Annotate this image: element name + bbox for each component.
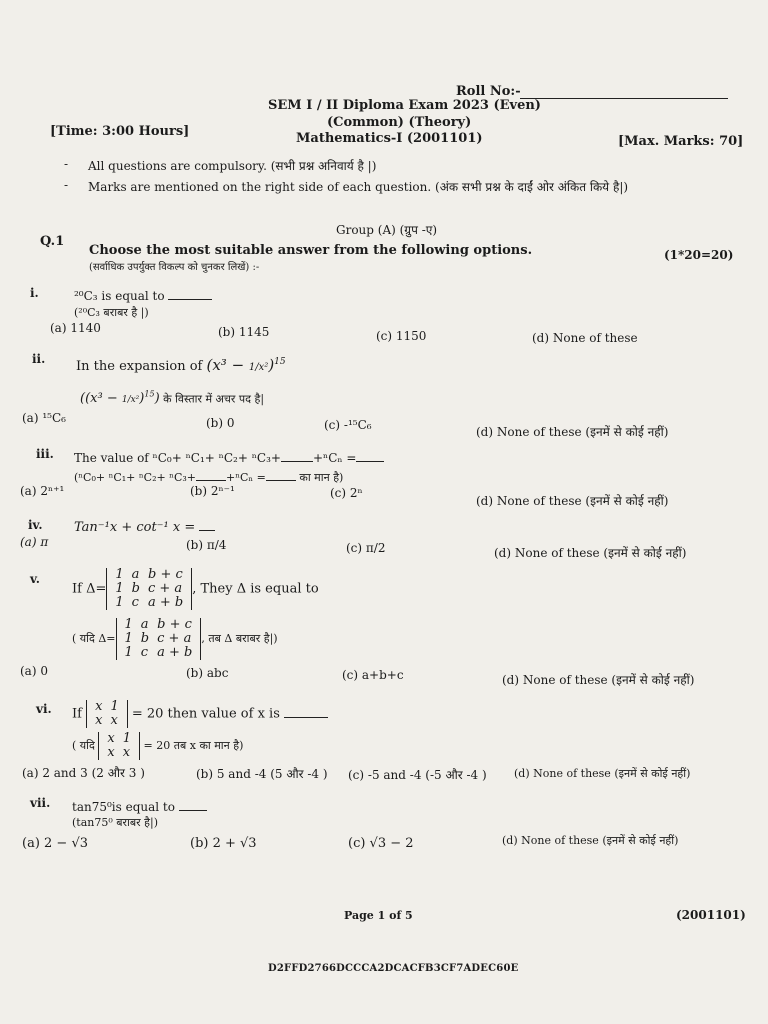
q3-option-c: (c) 2ⁿ: [330, 486, 363, 500]
q2-option-c: (c) -¹⁵C₆: [324, 418, 372, 432]
q1-hindi: (²⁰C₃ बराबर है |): [74, 306, 149, 319]
q1-option-c: (c) 1150: [376, 329, 427, 343]
q1-option-a: (a) 1140: [50, 321, 101, 335]
paper-code: (2001101): [676, 908, 746, 922]
q3-number: iii.: [36, 447, 54, 461]
q2-hindi-expression: $((x^3 - 1/x^2)^{15})$: [80, 390, 160, 407]
q7-number: vii.: [30, 796, 51, 810]
question-instruction: Choose the most suitable answer from the following options.: [89, 243, 533, 258]
exam-type: (Common) (Theory): [327, 115, 472, 130]
roll-no-label: Roll No:-: [456, 84, 521, 99]
q1-option-d: (d) None of these: [532, 331, 638, 345]
q2-expression: $(x^3 - 1/x^2)^{15}$: [206, 356, 286, 374]
q5-determinant: 1 a b + c 1 b c + a 1 c a + b: [106, 568, 192, 610]
q2-text: In the expansion of $(x^3 - 1/x^2)^{15}$: [76, 356, 286, 374]
q7-option-c: (c) √3 − 2: [348, 836, 414, 851]
q1-option-b: (b) 1145: [218, 325, 270, 339]
q4-number: iv.: [28, 518, 43, 532]
q7-hindi: (tan75⁰ बराबर है|): [72, 816, 159, 829]
q4-option-a: (a) π: [20, 535, 49, 549]
q6-option-b: (b) 5 and -4 (5 और -4 ): [196, 767, 328, 781]
q6-determinant: x 1 x x: [86, 700, 128, 728]
instruction-bullet: -: [64, 157, 69, 171]
document-hash: D2FFD2766DCCCA2DCACFB3CF7ADEC60E: [268, 963, 519, 974]
q1-number: i.: [30, 286, 39, 300]
q3-option-b: (b) 2ⁿ⁻¹: [190, 484, 235, 498]
max-marks-label: [Max. Marks: 70]: [618, 134, 744, 149]
q6-option-a: (a) 2 and 3 (2 और 3 ): [22, 766, 145, 780]
page-number: Page 1 of 5: [344, 909, 413, 922]
q6-hindi: ( यदि x 1 x x = 20 तब x का मान है): [72, 731, 244, 760]
q2-option-b: (b) 0: [206, 416, 235, 430]
q6-text: If x 1 x x = 20 then value of x is: [72, 700, 328, 728]
q7-option-b: (b) 2 + √3: [190, 836, 257, 851]
q5-option-a: (a) 0: [20, 664, 48, 678]
q5-option-b: (b) abc: [186, 666, 229, 680]
q5-text: If Δ= 1 a b + c 1 b c + a 1 c a + b , They Δ is equal to: [72, 567, 319, 610]
q6-hindi-determinant: x 1 x x: [98, 732, 140, 760]
instruction-bullet: -: [64, 178, 69, 192]
roll-no-line: [520, 98, 728, 99]
q2-option-a: (a) ¹⁵C₆: [22, 411, 66, 425]
q1-text: ²⁰C₃ is equal to: [74, 287, 212, 303]
q7-text: tan75⁰is equal to: [72, 798, 207, 814]
q3-hindi: (ⁿC₀+ ⁿC₁+ ⁿC₂+ ⁿC₃+ +ⁿCₙ = का मान है): [74, 468, 343, 485]
q6-option-d: (d) None of these (इनमें से कोई नहीं): [514, 767, 691, 780]
instruction-1: All questions are compulsory. (सभी प्रश्न अनिवार्य है |): [88, 159, 377, 173]
q3-text: The value of ⁿC₀+ ⁿC₁+ ⁿC₂+ ⁿC₃+ +ⁿCₙ =: [74, 449, 384, 465]
q2-number: ii.: [32, 352, 46, 366]
q5-hindi: ( यदि Δ= 1 a b + c 1 b c + a 1 c a + b , तब Δ बराबर है|): [72, 617, 278, 660]
time-label: [Time: 3:00 Hours]: [50, 124, 190, 139]
q5-option-d: (d) None of these (इनमें से कोई नहीं): [502, 673, 695, 687]
subject-title: Mathematics-I (2001101): [296, 131, 483, 146]
q7-option-d: (d) None of these (इनमें से कोई नहीं): [502, 834, 679, 847]
exam-title: SEM I / II Diploma Exam 2023 (Even): [268, 98, 541, 113]
q6-number: vi.: [36, 702, 52, 716]
question-instruction-hindi: (सर्वाधिक उपर्युक्त विकल्प को चुनकर लिखें) :-: [89, 262, 260, 273]
q6-option-c: (c) -5 and -4 (-5 और -4 ): [348, 768, 487, 782]
question-number: Q.1: [40, 234, 65, 249]
q2-option-d: (d) None of these (इनमें से कोई नहीं): [476, 425, 669, 439]
q4-option-b: (b) π/4: [186, 538, 227, 552]
question-marks: (1*20=20): [664, 248, 734, 262]
q5-number: v.: [30, 572, 40, 586]
q4-option-c: (c) π/2: [346, 541, 386, 555]
instruction-2: Marks are mentioned on the right side of each question. (अंक सभी प्रश्न के दाईं ओर अंकित किये है|): [88, 180, 629, 194]
q5-option-c: (c) a+b+c: [342, 668, 404, 682]
q2-hindi-line: $((x^3 - 1/x^2)^{15})$ के विस्तार में अचर पद है|: [80, 390, 265, 407]
q3-option-a: (a) 2ⁿ⁺¹: [20, 484, 65, 498]
q7-option-a: (a) 2 − √3: [22, 836, 89, 851]
q4-option-d: (d) None of these (इनमें से कोई नहीं): [494, 546, 687, 560]
group-title: Group (A) (ग्रुप -ए): [336, 223, 438, 237]
q4-text: Tan⁻¹x + cot⁻¹ x =: [74, 518, 215, 535]
q3-option-d: (d) None of these (इनमें से कोई नहीं): [476, 494, 669, 508]
q5-hindi-determinant: 1 a b + c 1 b c + a 1 c a + b: [116, 618, 202, 660]
